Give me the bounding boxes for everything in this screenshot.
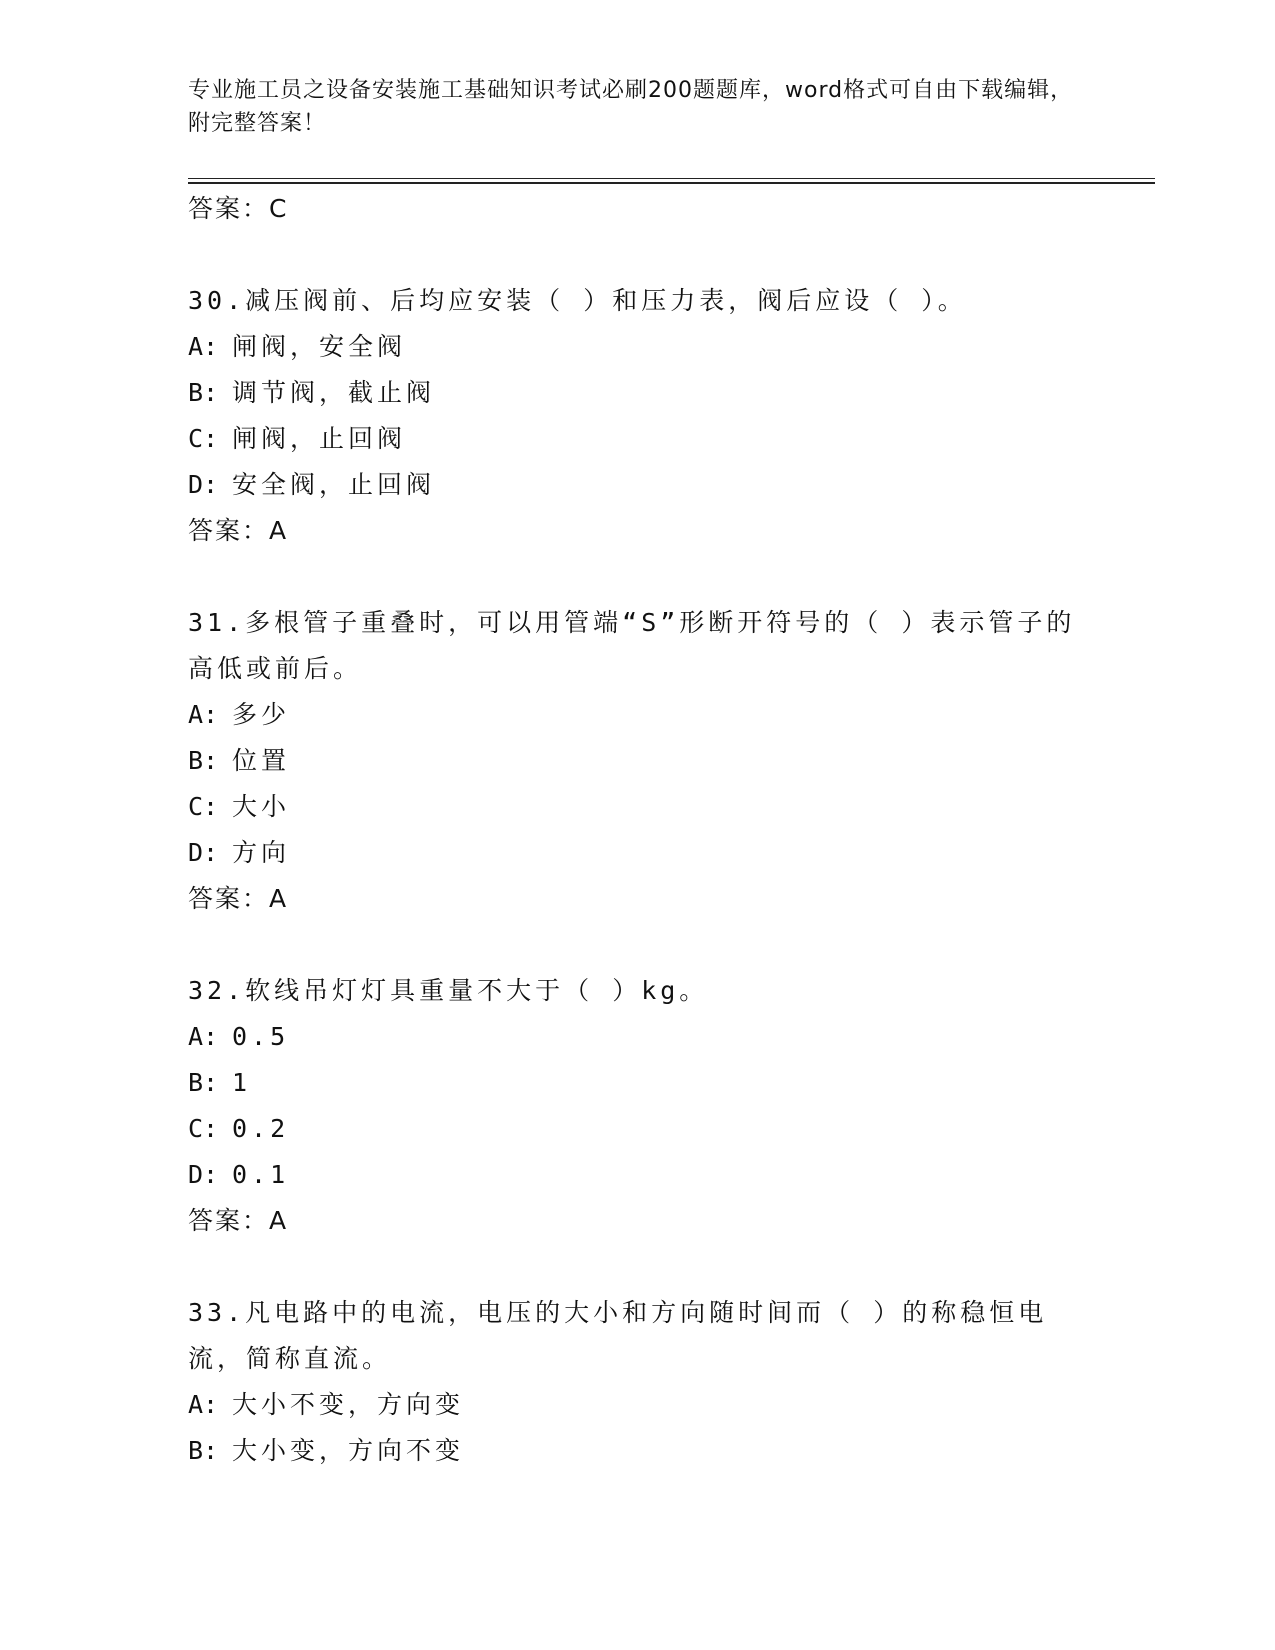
option-key: A: [188,332,219,361]
question-block [188,1290,1088,1474]
option-text: 1 [232,1068,252,1097]
option-text: 0.2 [232,1114,290,1143]
option-b [188,1060,1088,1106]
header-divider-thin [188,178,1155,179]
answer-line: 答案：A [188,516,289,545]
option-key: A: [188,700,219,729]
answer-line: 答案：A [188,1206,289,1235]
question-stem: 32.软线吊灯灯具重量不大于（ ）kg。 [188,976,709,1005]
option-a [188,1382,1088,1428]
option-text: 0.1 [232,1160,290,1189]
option-key: A: [188,1022,219,1051]
question-block [188,278,1088,554]
option-b [188,738,1088,784]
option-key: B: [188,746,219,775]
option-text: 0.5 [232,1022,290,1051]
option-text: 安全阀，止回阀 [232,470,436,499]
header-divider-thick [188,182,1155,184]
option-d [188,462,1088,508]
option-key: D: [188,470,219,499]
option-c [188,416,1088,462]
option-key: B: [188,1068,219,1097]
option-key: A: [188,1390,219,1419]
option-text: 大小不变，方向变 [232,1390,465,1419]
option-b [188,1428,1088,1474]
option-key: B: [188,378,219,407]
question-stem: 31.多根管子重叠时，可以用管端“S”形断开符号的（ ）表示管子的高低或前后。 [188,608,1076,683]
option-key: C: [188,792,219,821]
option-text: 多少 [232,700,291,729]
option-key: B: [188,1436,219,1465]
option-text: 位置 [232,746,291,775]
answer-line: 答案：C [188,194,289,223]
option-text: 大小变，方向不变 [232,1436,465,1465]
answer-line: 答案：A [188,884,289,913]
option-text: 调节阀，截止阀 [232,378,436,407]
option-c [188,784,1088,830]
option-key: D: [188,1160,219,1189]
question-block [188,600,1088,922]
option-key: C: [188,1114,219,1143]
question-stem: 30.减压阀前、后均应安装（ ）和压力表，阀后应设（ ）。 [188,286,967,315]
question-stem: 33.凡电路中的电流，电压的大小和方向随时间而（ ）的称稳恒电流，简称直流。 [188,1298,1048,1373]
option-text: 方向 [232,838,291,867]
option-c [188,1106,1088,1152]
option-a [188,324,1088,370]
option-key: C: [188,424,219,453]
document-header-title: 专业施工员之设备安装施工基础知识考试必刷200题题库，word格式可自由下载编辑，附完整答案！ [188,78,1074,136]
option-d [188,1152,1088,1198]
option-text: 闸阀，止回阀 [232,424,407,453]
option-text: 大小 [232,792,291,821]
option-d [188,830,1088,876]
option-key: D: [188,838,219,867]
option-a [188,1014,1088,1060]
question-list [188,186,1088,1474]
question-block [188,968,1088,1244]
option-a [188,692,1088,738]
option-b [188,370,1088,416]
option-text: 闸阀，安全阀 [232,332,407,361]
